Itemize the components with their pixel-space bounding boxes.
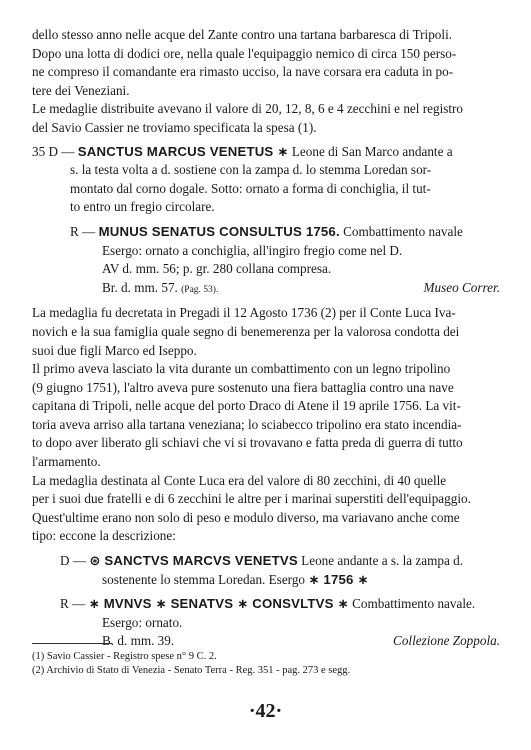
text-line: AV d. mm. 56; p. gr. 280 collana compresa. <box>102 261 332 277</box>
obverse-prefix: D — <box>60 553 87 569</box>
text-line: La medaglia fu decretata in Pregadi il 12 Agosto 1736 (2) per il Conte Luca Iva- <box>32 305 456 321</box>
text-line: Br. d. mm. 57. <box>102 279 178 295</box>
bronze-row <box>102 279 500 300</box>
obverse-description <box>32 143 500 162</box>
text-line: suoi due figli Marco ed Iseppo. <box>32 342 197 358</box>
text-line: to dopo aver liberato gli schiavi che vi si trovavano e fatta preda di guerra di tutto <box>32 435 463 451</box>
page-reference: (Pag. 53). <box>181 284 219 295</box>
text-line: Leone di San Marco andante a <box>291 143 453 159</box>
page-number: ·42· <box>248 700 283 722</box>
text-line: l'armamento. <box>32 454 101 470</box>
footnotes <box>32 650 500 678</box>
text-line: La medaglia destinata al Conte Luca era del valore di 80 zecchini, di 40 quelle <box>32 472 447 488</box>
text-line: (9 giugno 1751), l'altro aveva pure sostenuto una fiera battaglia contro una nave <box>32 379 454 395</box>
text-line: Il primo aveva lasciato la vita durante un combattimento con un legno tripolino <box>32 361 451 377</box>
text-line: del Savio Cassier ne troviamo specificata la spesa (1). <box>32 119 317 135</box>
text-line: s. la testa volta a d. sostiene con la zampa d. lo stemma Loredan sor- <box>70 162 432 178</box>
paragraph-2 <box>32 100 500 137</box>
text-line: Esergo: ornato a conchiglia, all'ingiro fregio come nel D. <box>102 242 403 258</box>
footnote-2: (2) Archivio di Stato di Venezia - Senato Terra - Reg. 351 - pag. 273 e segg. <box>32 665 351 676</box>
paragraph-3 <box>32 304 500 360</box>
text-line: tipo: eccone la descrizione: <box>32 528 176 544</box>
bronze-row <box>102 632 500 651</box>
text-line: Quest'ultime erano non solo di peso e modulo diverso, ma variavano anche come <box>32 509 460 525</box>
paragraph-4 <box>32 360 500 472</box>
obverse-description <box>60 552 500 571</box>
medal-entry-small <box>32 552 500 651</box>
reverse-legend: MUNUS SENATUS CONSULTUS 1756. <box>98 223 340 239</box>
reverse-continued <box>32 242 500 300</box>
text-line: Combattimento navale. <box>352 596 476 612</box>
text-line: per i suoi due fratelli e di 6 zecchini le altre per i marinai superstiti dell'equipaggio. <box>32 491 471 507</box>
reverse-description <box>32 223 500 242</box>
collection-name: Museo Correr. <box>423 279 500 295</box>
reverse-legend: ∗ MVNVS ∗ SENATVS ∗ CONSVLTVS ∗ <box>88 596 349 612</box>
text-line: toria aveva arriso alla tartana veneziana; lo sciabecco tripolino era stato incendia- <box>32 416 462 432</box>
text-line: Leone andante a s. la zampa d. <box>301 553 464 569</box>
obverse-continued <box>32 161 500 217</box>
text-line: B. d. mm. 39. <box>102 633 175 649</box>
medal-entry-35 <box>32 143 500 300</box>
text-line: Esergo: ornato. <box>102 614 183 630</box>
footnote-divider <box>32 643 112 644</box>
reverse-prefix: R — <box>60 596 86 612</box>
text-line: novich e la sua famiglia quale segno di benemerenza per la valorosa condotta dei <box>32 323 460 339</box>
text-line: tere dei Veneziani. <box>32 82 130 98</box>
paragraph-5 <box>32 472 500 546</box>
obverse-continued <box>60 571 500 590</box>
page-body <box>32 26 500 651</box>
reverse-description <box>60 595 500 614</box>
text-line: capitana di Tripoli, nelle acque del porto Draco di Atene il 19 aprile 1756. La vit- <box>32 398 461 414</box>
collection-name: Collezione Zoppola. <box>393 633 500 649</box>
text-line: Dopo una lotta di dodici ore, nella quale l'equipaggio nemico di circa 150 perso- <box>32 45 457 61</box>
entry-number: 35 D — <box>32 143 75 159</box>
reverse-continued <box>60 614 500 651</box>
obverse-legend: SANCTUS MARCUS VENETUS ∗ <box>77 143 289 159</box>
text-line: Combattimento navale <box>343 223 463 239</box>
footnote-1: (1) Savio Cassier - Registro spese n° 9 C. 2. <box>32 651 217 662</box>
text-line: sostenente lo stemma Loredan. Esergo <box>102 571 306 587</box>
exergue-year: ∗ 1756 ∗ <box>308 571 369 587</box>
obverse-legend: ⊛ SANCTVS MARCVS VENETVS <box>89 553 298 569</box>
text-line: ne compreso il comandante era rimasto ucciso, la nave corsara era caduta in po- <box>32 64 454 80</box>
reverse-prefix: R — <box>70 223 96 239</box>
text-line: Le medaglie distribuite avevano il valore di 20, 12, 8, 6 e 4 zecchini e nel registro <box>32 101 464 117</box>
text-line: montato dal corno dogale. Sotto: ornato a forma di conchiglia, il tut- <box>70 180 431 196</box>
paragraph-1 <box>32 26 500 100</box>
text-line: to entro un fregio circolare. <box>70 199 215 215</box>
text-line: dello stesso anno nelle acque del Zante contro una tartana barbaresca di Tripoli. <box>32 27 453 42</box>
